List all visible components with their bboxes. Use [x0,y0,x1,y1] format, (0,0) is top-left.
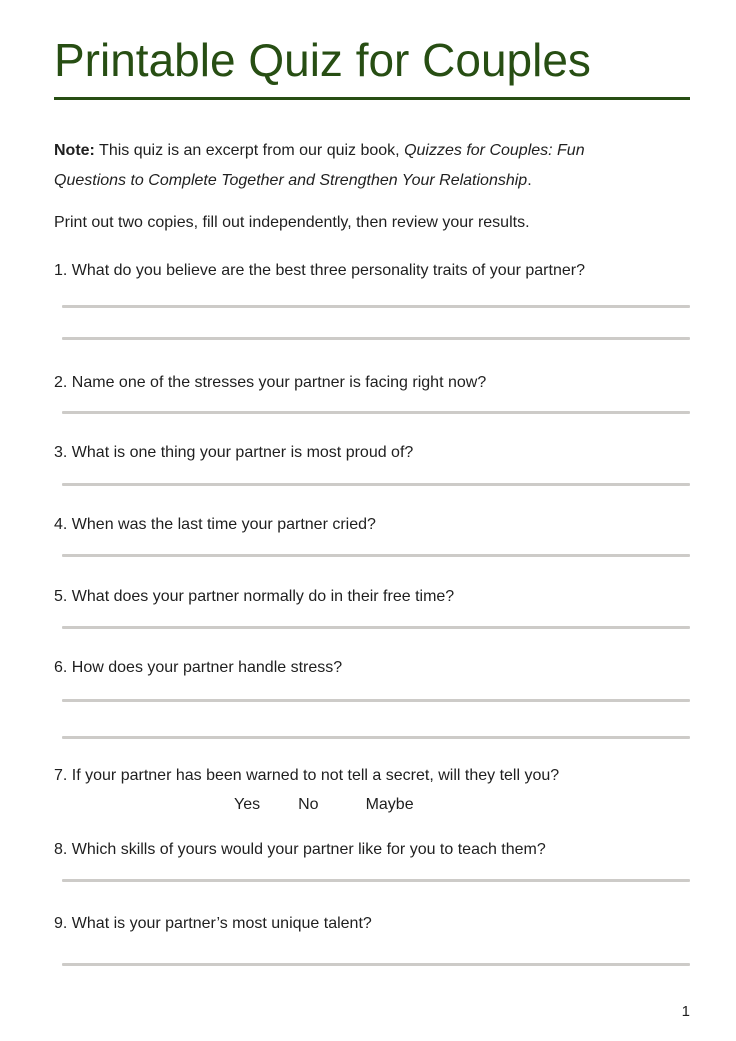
note-suffix: . [527,172,532,189]
answer-line [62,337,690,340]
question-2: 2. Name one of the stresses your partner is facing right now? [54,374,487,391]
option-maybe: Maybe [365,796,414,813]
option-yes: Yes [234,796,261,813]
instruction-text: Print out two copies, fill out independently, then review your results. [54,214,530,231]
option-no: No [298,796,319,813]
question-1: 1. What do you believe are the best three personality traits of your partner? [54,262,585,279]
question-3: 3. What is one thing your partner is most proud of? [54,444,414,461]
note-label: Note: [54,142,95,159]
question-7: 7. If your partner has been warned to not tell a secret, will they tell you? [54,767,560,784]
answer-line [62,963,690,966]
question-6: 6. How does your partner handle stress? [54,659,343,676]
answer-line [62,626,690,629]
answer-line [62,879,690,882]
page-number: 1 [681,1003,690,1020]
answer-line [62,483,690,486]
answer-line [62,305,690,308]
book-title: Quizzes for Couples: Fun Questions to Complete Together and Strengthen Your Relationship [54,142,585,189]
title-rule [54,97,690,100]
page-title: Printable Quiz for Couples [54,34,591,86]
answer-line [62,554,690,557]
question-9: 9. What is your partner’s most unique talent? [54,915,372,932]
question-4: 4. When was the last time your partner cried? [54,516,376,533]
question-7-options [54,794,690,816]
question-5: 5. What does your partner normally do in their free time? [54,588,455,605]
note-text: This quiz is an excerpt from our quiz book, [94,142,405,159]
answer-line [62,411,690,414]
note-paragraph [54,136,646,196]
question-8: 8. Which skills of yours would your partner like for you to teach them? [54,841,546,858]
answer-line [62,699,690,702]
answer-line [62,736,690,739]
